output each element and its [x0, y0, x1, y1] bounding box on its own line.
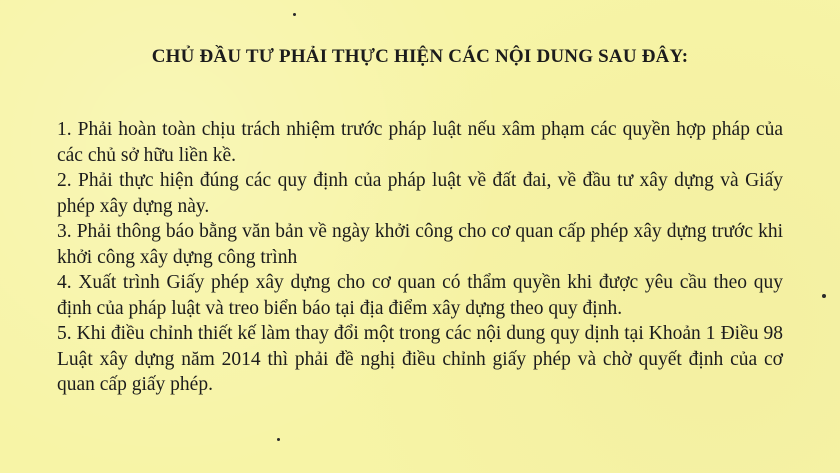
item-number: 4.	[57, 272, 72, 293]
obligations-list	[57, 117, 783, 398]
item-number: 1.	[57, 119, 72, 140]
item-text: Phải thực hiện đúng các quy định của pháp luật về đất đai, về đầu tư xây dựng và Giấy phép xây dựng này.	[57, 170, 784, 217]
item-text: Phải thông báo bằng văn bản về ngày khởi công cho cơ quan cấp phép xây dựng trước khi khởi công xây dựng công trình	[57, 221, 783, 268]
item-number: 2.	[57, 170, 72, 191]
paper-mark-dot	[293, 13, 296, 16]
item-text: Xuất trình Giấy phép xây dựng cho cơ quan có thẩm quyền khi được yêu cầu theo quy định của pháp luật và treo biển báo tại địa điểm xây dựng theo quy định.	[57, 272, 783, 319]
list-item	[57, 117, 783, 168]
list-item	[57, 270, 783, 321]
document-heading: CHỦ ĐẦU TƯ PHẢI THỰC HIỆN CÁC NỘI DUNG SAU ĐÂY:	[151, 46, 689, 67]
item-text: Phải hoàn toàn chịu trách nhiệm trước pháp luật nếu xâm phạm các quyền hợp pháp của các chủ sở hữu liền kề.	[57, 119, 783, 166]
item-number: 5.	[57, 323, 72, 344]
item-number: 3.	[57, 221, 72, 242]
list-item	[57, 321, 783, 398]
list-item	[57, 219, 783, 270]
paper-mark-dot	[822, 294, 826, 298]
paper-mark-dot	[277, 438, 280, 441]
list-item	[57, 168, 783, 219]
item-text: Khi điều chỉnh thiết kế làm thay đổi một trong các nội dung quy dịnh tại Khoản 1 Điều 98 Luật xây dựng năm 2014 thì phải đề nghị điều chỉnh giấy phép và chờ quyết định của cơ quan cấp giấy phép.	[57, 323, 784, 395]
